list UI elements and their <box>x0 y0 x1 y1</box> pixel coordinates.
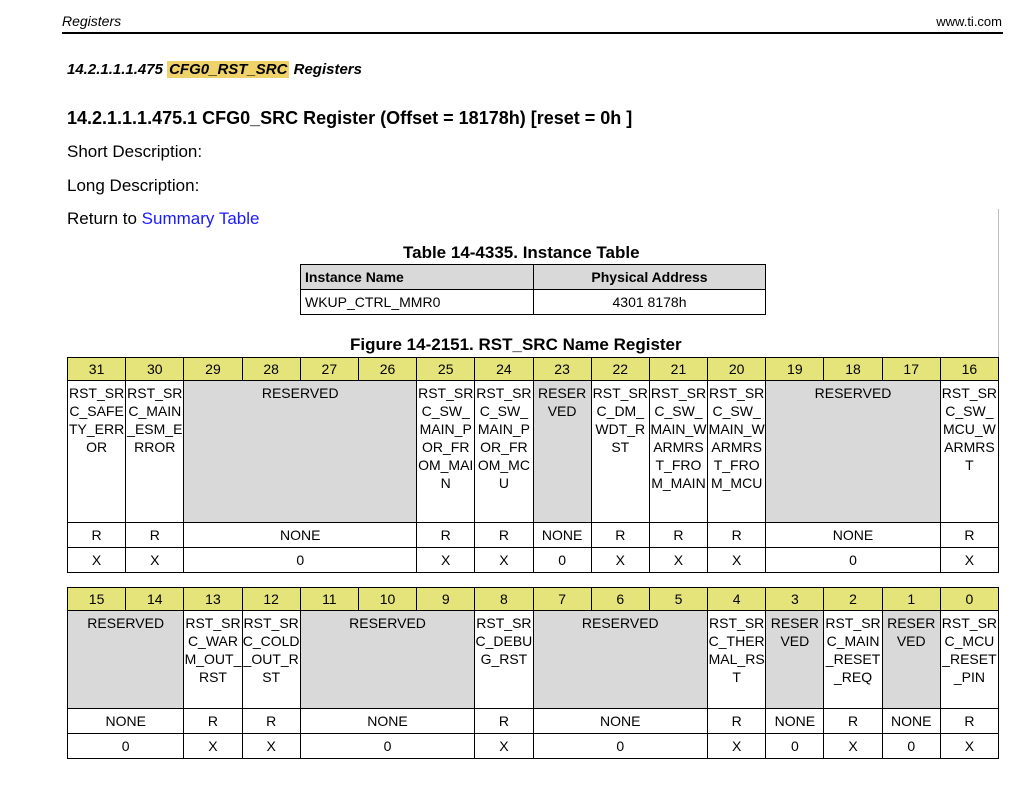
field-name: RST_SRC_WARM_OUT_RST <box>184 615 242 685</box>
field-name-row <box>68 381 999 523</box>
register-title: 14.2.1.1.1.475.1 CFG0_SRC Register (Offset = 18178h) [reset = 0h ] <box>67 108 633 128</box>
bit-number: 21 <box>649 358 707 381</box>
field-name: RST_SRC_MCU_RESET_PIN <box>941 615 998 685</box>
field-name-cell <box>242 611 300 709</box>
bit-number-row <box>68 588 999 611</box>
instance-table-header <box>301 265 766 290</box>
reset-cell: 0 <box>766 734 824 759</box>
reset-cell: X <box>126 548 184 573</box>
access-cell: R <box>649 523 707 548</box>
bit-number: 24 <box>475 358 533 381</box>
bit-number: 3 <box>766 588 824 611</box>
field-name-cell <box>940 611 998 709</box>
reset-row <box>68 548 999 573</box>
bit-number: 10 <box>358 588 416 611</box>
reset-cell: X <box>417 548 475 573</box>
field-name-cell <box>824 611 882 709</box>
access-cell: R <box>68 523 126 548</box>
section-register-name: CFG0_RST_SRC <box>169 61 288 78</box>
reset-cell: 0 <box>300 734 475 759</box>
page-header-section: Registers <box>62 13 122 29</box>
bit-number: 19 <box>766 358 824 381</box>
access-cell: NONE <box>533 709 708 734</box>
access-cell: NONE <box>184 523 417 548</box>
reserved-field-cell <box>533 381 591 523</box>
bit-number: 16 <box>940 358 998 381</box>
field-name-row <box>68 611 999 709</box>
access-cell: R <box>417 523 475 548</box>
bit-number: 26 <box>358 358 416 381</box>
access-cell: R <box>475 523 533 548</box>
bit-number: 5 <box>649 588 707 611</box>
reset-cell: X <box>475 734 533 759</box>
bit-number: 20 <box>708 358 766 381</box>
reset-cell: X <box>68 548 126 573</box>
field-name: RST_SRC_SW_MAIN_WARMRST_FROM_MAIN <box>650 385 707 491</box>
access-cell: NONE <box>766 709 824 734</box>
field-name-cell <box>475 611 533 709</box>
bit-number: 25 <box>417 358 475 381</box>
register-upper-table <box>67 357 999 573</box>
reset-cell: X <box>708 734 766 759</box>
access-cell: NONE <box>300 709 475 734</box>
access-cell: R <box>242 709 300 734</box>
instance-name-cell: WKUP_CTRL_MMR0 <box>301 290 534 315</box>
access-cell: R <box>126 523 184 548</box>
access-cell: R <box>708 709 766 734</box>
instance-name-header: Instance Name <box>301 265 534 290</box>
field-name: RESERVED <box>581 615 659 631</box>
bit-number: 6 <box>591 588 649 611</box>
section-number: 14.2.1.1.1.475 <box>67 61 163 78</box>
physical-address-cell: 4301 8178h <box>534 290 766 315</box>
reset-cell: X <box>591 548 649 573</box>
bit-number: 7 <box>533 588 591 611</box>
reset-cell: 0 <box>533 548 591 573</box>
reset-cell: 0 <box>533 734 708 759</box>
field-name: RST_SRC_SW_MAIN_POR_FROM_MCU <box>476 385 532 491</box>
reset-cell: X <box>824 734 882 759</box>
reserved-field-cell <box>533 611 708 709</box>
long-description: Long Description: <box>67 176 200 195</box>
bit-number: 27 <box>300 358 358 381</box>
bit-number: 28 <box>242 358 300 381</box>
summary-table-link[interactable]: Summary Table <box>141 209 260 228</box>
field-name: RST_SRC_THERMAL_RST <box>708 615 765 685</box>
access-cell: R <box>940 523 998 548</box>
bit-number-row <box>68 358 999 381</box>
bit-number: 17 <box>882 358 940 381</box>
field-name: RST_SRC_SW_MAIN_WARMRST_FROM_MCU <box>708 385 765 491</box>
access-row <box>68 709 999 734</box>
bit-number: 13 <box>184 588 242 611</box>
reserved-field-cell <box>300 611 475 709</box>
bit-number: 30 <box>126 358 184 381</box>
reserved-field-cell <box>882 611 940 709</box>
figure-caption: Figure 14-2151. RST_SRC Name Register <box>350 335 682 354</box>
reserved-field-cell <box>68 611 184 709</box>
bit-number: 14 <box>126 588 184 611</box>
bit-number: 12 <box>242 588 300 611</box>
header-rule <box>62 32 1003 34</box>
field-name: RST_SRC_MAIN_ESM_ERROR <box>127 385 183 455</box>
reserved-field-cell <box>184 381 417 523</box>
field-name-cell <box>940 381 998 523</box>
field-name-cell <box>68 381 126 523</box>
field-name: RST_SRC_MAIN_RESET_REQ <box>825 615 881 685</box>
instance-table <box>300 264 766 315</box>
field-name: RST_SRC_SAFETY_ERROR <box>68 385 125 455</box>
reset-cell: X <box>649 548 707 573</box>
return-line <box>67 209 259 229</box>
reset-cell: X <box>940 548 998 573</box>
field-name: RST_SRC_DEBUG_RST <box>475 615 533 667</box>
field-name: RST_SRC_DM_WDT_RST <box>592 385 648 455</box>
reserved-field-cell <box>766 381 941 523</box>
field-name-cell <box>184 611 242 709</box>
bit-number: 23 <box>533 358 591 381</box>
bit-number: 15 <box>68 588 126 611</box>
field-name-cell <box>591 381 649 523</box>
access-row <box>68 523 999 548</box>
reset-cell: X <box>475 548 533 573</box>
bit-number: 8 <box>475 588 533 611</box>
field-name-cell <box>708 381 766 523</box>
field-name-cell <box>708 611 766 709</box>
field-name: RESERVED <box>770 615 819 649</box>
reset-cell: X <box>708 548 766 573</box>
bit-number: 2 <box>824 588 882 611</box>
section-title <box>67 61 362 78</box>
bit-number: 0 <box>940 588 998 611</box>
reset-row <box>68 734 999 759</box>
field-name: RST_SRC_COLD_OUT_RST <box>242 615 300 685</box>
bit-number: 1 <box>882 588 940 611</box>
access-cell: NONE <box>533 523 591 548</box>
instance-table-caption: Table 14-4335. Instance Table <box>403 243 640 262</box>
reset-cell: 0 <box>766 548 941 573</box>
reset-cell: 0 <box>882 734 940 759</box>
bit-number: 18 <box>824 358 882 381</box>
bit-number: 9 <box>417 588 475 611</box>
bit-number: 29 <box>184 358 242 381</box>
return-text: Return to <box>67 209 137 228</box>
register-lower-table <box>67 587 999 759</box>
access-cell: R <box>475 709 533 734</box>
access-cell: R <box>184 709 242 734</box>
access-cell: R <box>708 523 766 548</box>
physical-address-header: Physical Address <box>534 265 766 290</box>
instance-table-row <box>301 290 766 315</box>
reset-cell: 0 <box>184 548 417 573</box>
reset-cell: 0 <box>68 734 184 759</box>
field-name: RESERVED <box>537 385 587 419</box>
bit-number: 22 <box>591 358 649 381</box>
page-header-site[interactable]: www.ti.com <box>936 14 1002 29</box>
bit-number: 31 <box>68 358 126 381</box>
field-name: RESERVED <box>887 615 936 649</box>
field-name-cell <box>649 381 707 523</box>
field-name: RESERVED <box>814 385 892 401</box>
field-name-cell <box>417 381 475 523</box>
access-cell: NONE <box>68 709 184 734</box>
access-cell: NONE <box>766 523 941 548</box>
access-cell: R <box>591 523 649 548</box>
reset-cell: X <box>184 734 242 759</box>
reset-cell: X <box>242 734 300 759</box>
field-name-cell <box>126 381 184 523</box>
reserved-field-cell <box>766 611 824 709</box>
bit-number: 4 <box>708 588 766 611</box>
field-name: RST_SRC_SW_MAIN_POR_FROM_MAIN <box>418 385 474 491</box>
access-cell: NONE <box>882 709 940 734</box>
bit-number: 11 <box>300 588 358 611</box>
field-name: RESERVED <box>261 385 339 401</box>
field-name: RESERVED <box>87 615 165 631</box>
access-cell: R <box>940 709 998 734</box>
access-cell: R <box>824 709 882 734</box>
field-name: RST_SRC_SW_MCU_WARMRST <box>941 385 998 473</box>
reset-cell: X <box>940 734 998 759</box>
field-name: RESERVED <box>349 615 426 631</box>
section-suffix: Registers <box>293 61 362 78</box>
field-name-cell <box>475 381 533 523</box>
short-description: Short Description: <box>67 142 203 161</box>
